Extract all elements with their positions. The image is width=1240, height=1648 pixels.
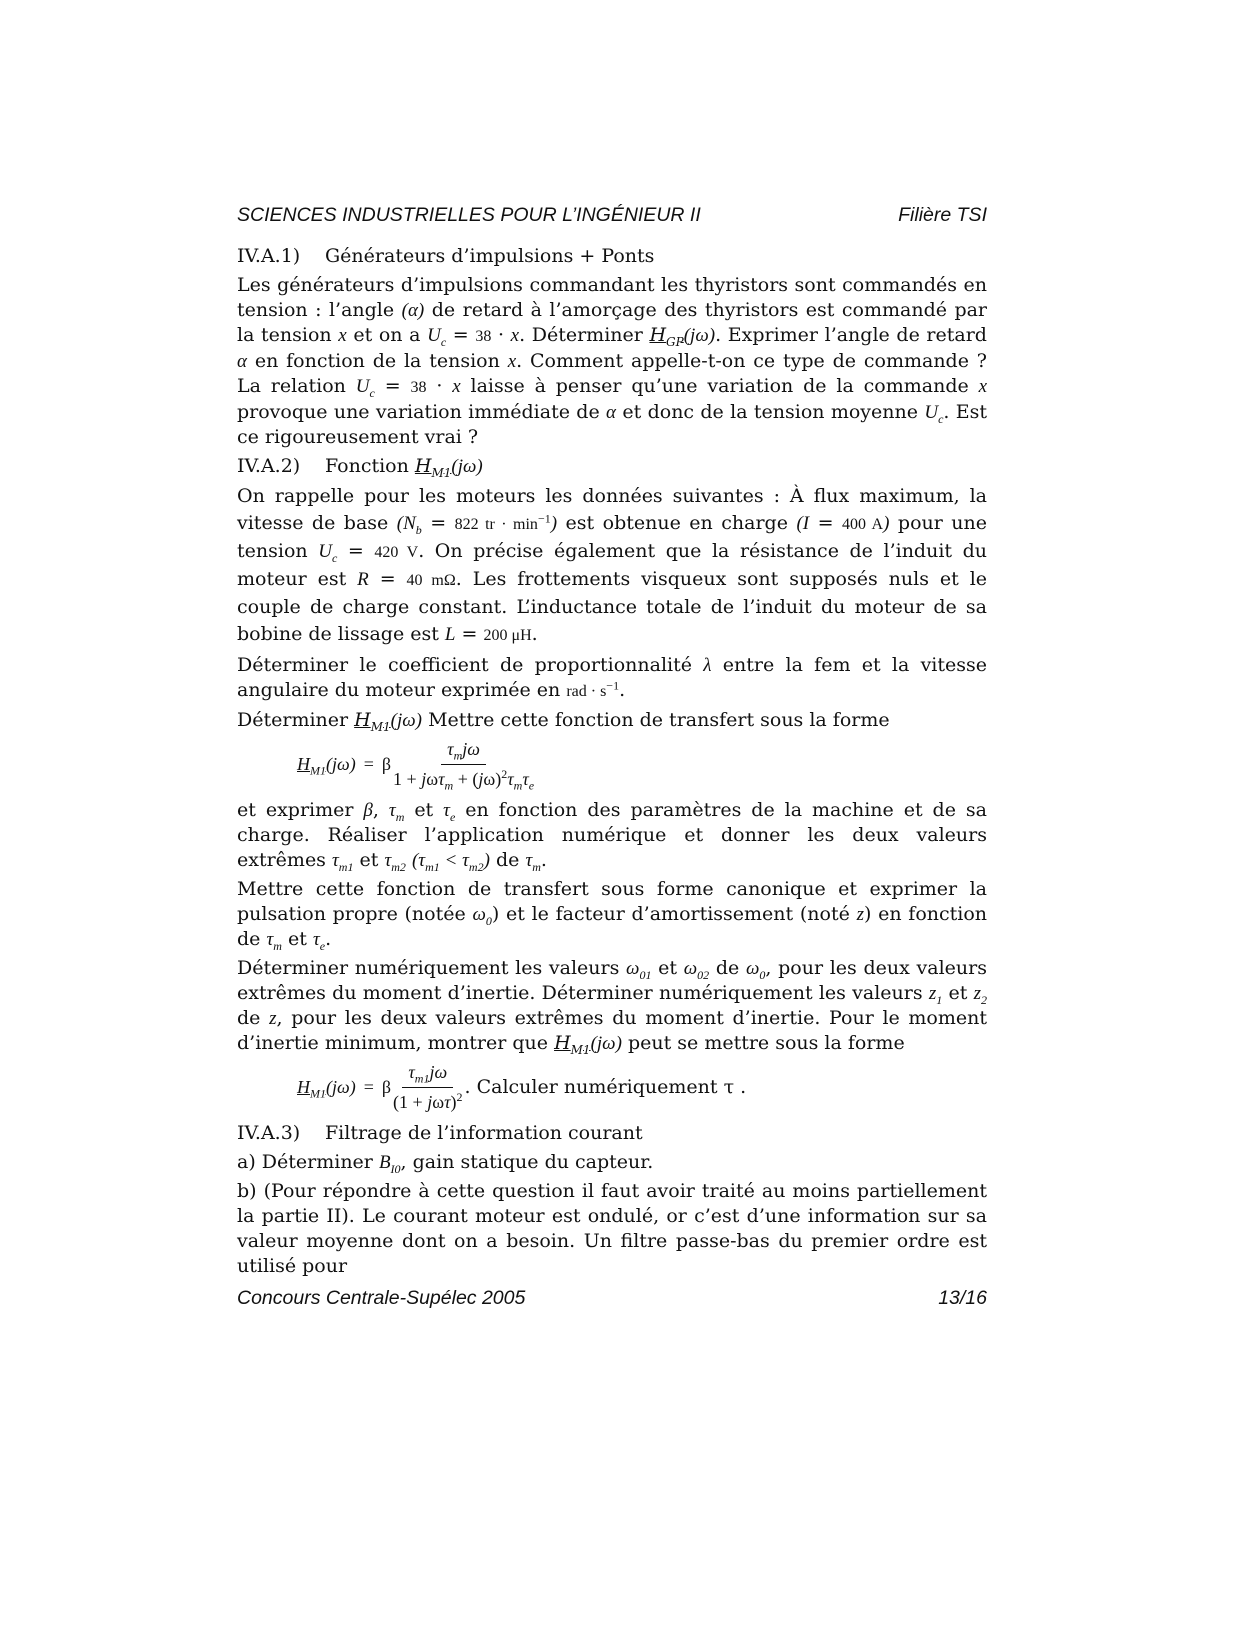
paragraph-9: b) (Pour répondre à cette question il faut avoir traité au moins partiellement la partie II). Le courant moteur est ondulé, or c’est d’une information sur sa valeur moyenne dont on a besoin. Un filtre passe-bas du premier ordre est utilisé pour	[237, 1180, 987, 1277]
page-content	[237, 244, 987, 1283]
footer-competition: Concours Centrale-Supélec 2005	[237, 1287, 526, 1309]
paragraph-2: On rappelle pour les moteurs les données suivantes : À flux maximum, la vitesse de base ($N_b = 822$ tr · $\min^{-1}$) est obtenue en charge (I = 400 A) pour une tension $U_c = 420$ V. On précise également que la résistance de l’induit du moteur est R = 40 mΩ. Les frottements visqueux sont supposés nuls et le couple de charge constant. L’inductance totale de l’induit du moteur de sa bobine de lissage est L = 200 μH.	[237, 485, 988, 645]
paragraph-4: Déterminer $H_{M1}(j\omega)$ Mettre cette fonction de transfert sous la forme	[237, 709, 890, 734]
section-heading-3: IV.A.3) Filtrage de l’information courant	[237, 1122, 643, 1144]
paragraph-3: Déterminer le coefficient de proportionnalité λ entre la fem et la vitesse angulaire du moteur exprimée en rad · $s^{-1}$.	[237, 654, 988, 701]
paragraph-8: a) Déterminer $B_{I0}$, gain statique du capteur.	[237, 1151, 654, 1176]
paragraph-1: Les générateurs d’impulsions commandant les thyristors sont commandés en tension : l’angle (α) de retard à l’amorçage des thyristors est commandé par la tension x et on a $U_c = 38 \cdot x$. Déterminer $H_{GP}(j\omega)$. Exprimer l’angle de retard α en fonction de la tension x. Comment appelle-t-on ce type de commande ? La relation $U_c = 38 \cdot x$ laisse à penser qu’une variation de la commande x provoque une variation immédiate de α et donc de la tension moyenne $U_c$. Est ce rigoureusement vrai ?	[237, 274, 988, 448]
header-track: Filière TSI	[898, 204, 987, 226]
paragraph-7: Déterminer numériquement les valeurs $\omega_{01}$ et $\omega_{02}$ de $\omega_0$, pour les deux valeurs extrêmes du moment d’inertie. Déterminer numériquement les valeurs $z_1$ et $z_2$ de z, pour les deux valeurs extrêmes du moment d’inertie. Pour le moment d’inertie minimum, montrer que $H_{M1}(j\omega)$ peut se mettre sous la forme	[237, 957, 988, 1057]
paragraph-6: Mettre cette fonction de transfert sous forme canonique et exprimer la pulsation propre (notée $\omega_0$) et le facteur d’amortissement (noté z) en fonction de $\tau_m$ et $\tau_e$.	[237, 878, 988, 953]
section-heading-2: IV.A.2) Fonction $H_{M1}(j\omega)$	[237, 455, 483, 480]
equation-canonical-form: $H_{M1}$ (jω) = β $\frac{\tau_{m1}j\omega}{(1 + j\omega\tau)^2}$ . Calculer numériquement τ .	[297, 1062, 747, 1112]
equation-transfer-function: $H_{M1}$ (jω) = β $\frac{\tau_mj\omega}{1 + j\omega\tau_m + (j\omega)^2\tau_m\tau_e}$	[297, 739, 535, 793]
header-title: SCIENCES INDUSTRIELLES POUR L’INGÉNIEUR II	[237, 204, 701, 226]
paragraph-5: et exprimer β, $\tau_m$ et $\tau_e$ en fonction des paramètres de la machine et de sa charge. Réaliser l’application numérique et donner les deux valeurs extrêmes $\tau_{m1}$ et $\tau_{m2}$ $(\tau_{m1} < \tau_{m2})$ de $\tau_m$.	[237, 799, 987, 874]
footer-page-number: 13/16	[938, 1287, 987, 1309]
section-heading-1: IV.A.1) Générateurs d’impulsions + Ponts	[237, 245, 655, 267]
page-footer	[237, 1287, 987, 1310]
page-header	[237, 204, 987, 227]
